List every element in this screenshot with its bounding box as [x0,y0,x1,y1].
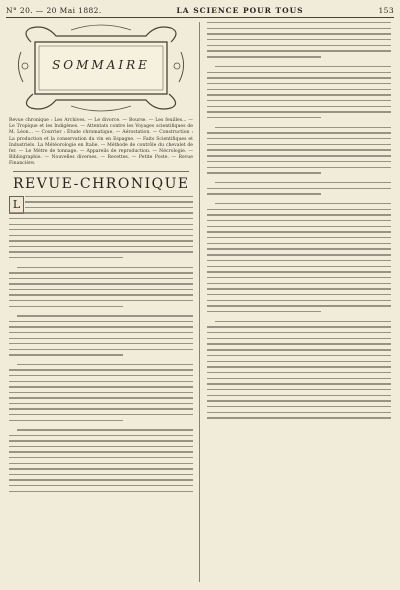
sommaire-title: SOMMAIRE [52,58,150,72]
article-continuation [207,22,391,419]
sommaire-contents: Revue chronique : Les Archives. — Le divorce. — Bourse. — Les feuilles... — Le Tropique et les Indigènes. — Attentats contre les Voyages scientifiques de M. Léon... — Courrier : Étude chromatique. — Aérostation. — Construction : La production et la conservation du vin en Espagne. — Faits Scientifiques et Industriels. La Météorologie en Italie. — Méthode de contrôle du chevalet de fer. — Le Mètre de tonnage. — Appareils de reproduction. — Nécrologie. — Bibliographie. — Nouvelles diverses. — Recettes. — Petite Poste. — Revue Financière. [9,118,193,167]
publication-title: LA SCIENCE POUR TOUS [176,5,304,15]
right-column [205,22,393,584]
page-number: 153 [378,5,394,15]
column-divider [199,22,200,582]
left-column [7,22,195,584]
article-text-block [9,196,193,492]
sommaire-ornament-frame [11,22,191,114]
drop-cap: L [9,196,24,214]
issue-number: N° 20. — 20 Mai 1882. [6,5,102,15]
running-header [6,3,394,18]
section-rule [13,171,189,172]
section-heading: REVUE-CHRONIQUE [13,175,190,192]
